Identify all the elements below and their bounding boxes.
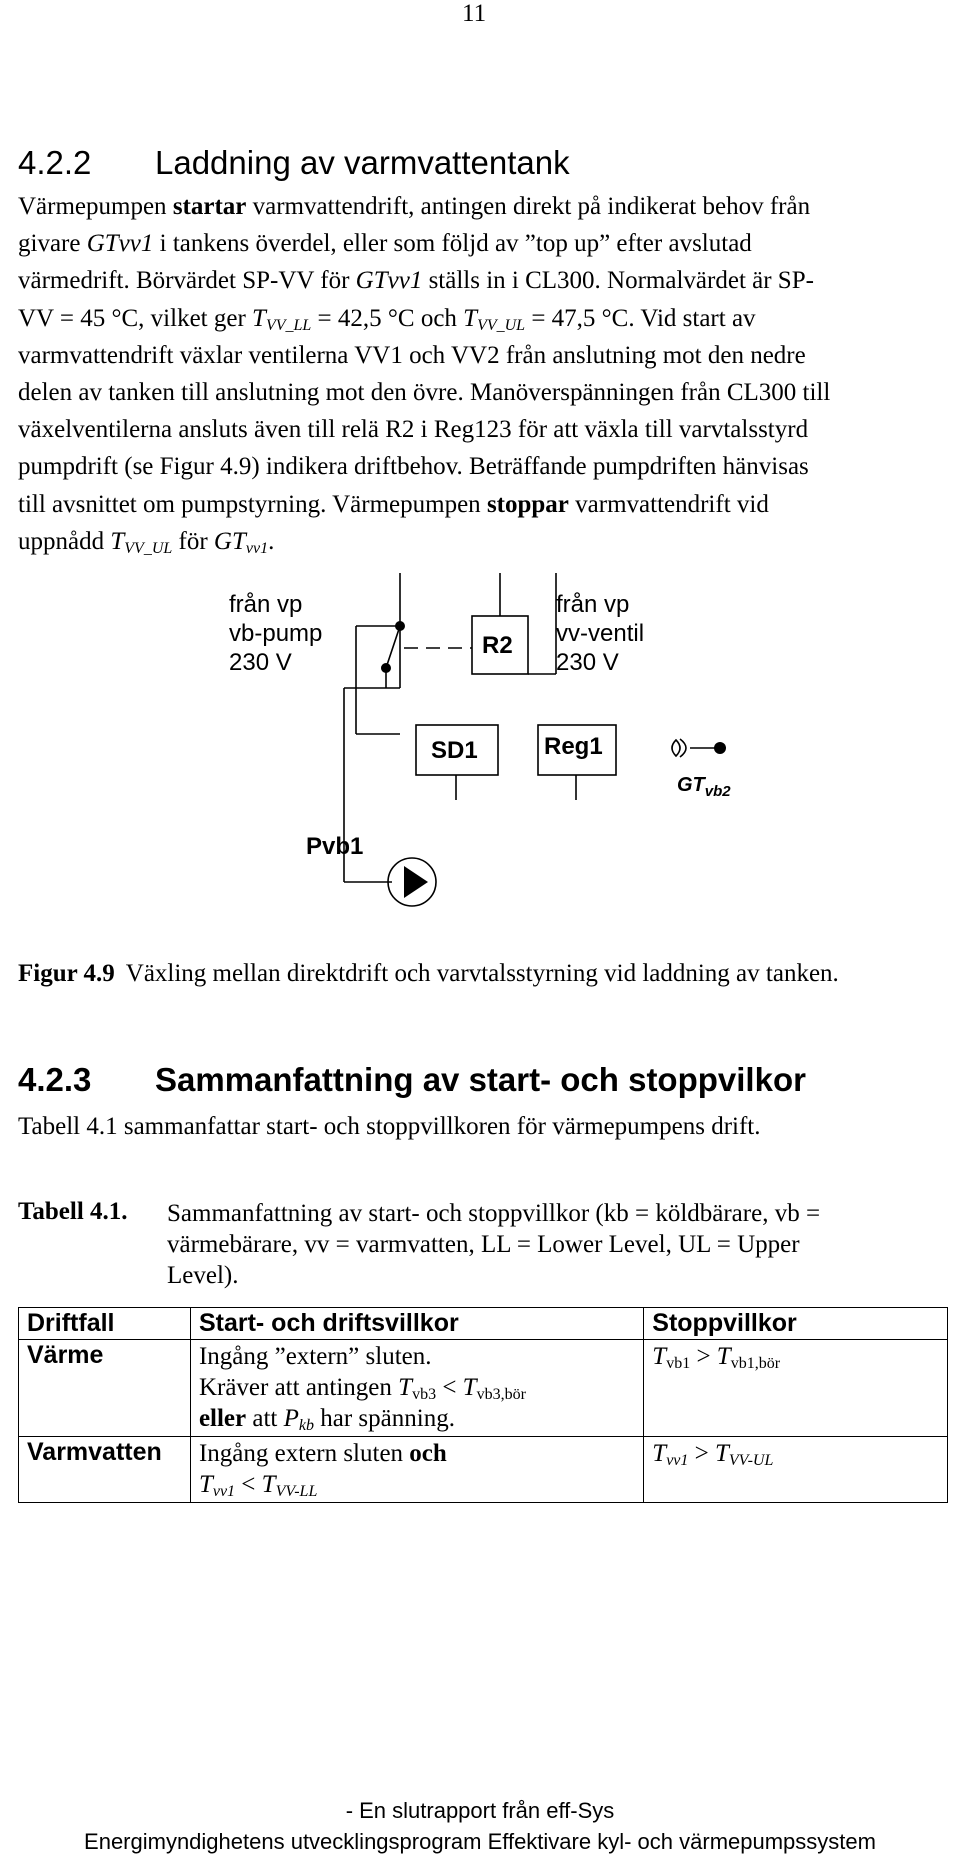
label-line: 230 V	[556, 649, 619, 676]
stop-condition-cell	[644, 1437, 948, 1503]
text: att	[246, 1405, 284, 1432]
switch-blade	[386, 626, 400, 668]
sensor-arc	[680, 739, 686, 757]
caption-label: Figur 4.9	[18, 960, 115, 987]
sensor-dot	[714, 742, 726, 754]
header-cell: Start- och driftsvillkor	[190, 1308, 643, 1340]
subscript: vv1	[212, 1483, 236, 1500]
subscript: kb	[298, 1417, 315, 1434]
caption-line: Sammanfattning av start- och stoppvillkor (kb = köldbärare, vb =	[167, 1200, 821, 1227]
caption-line: värmebärare, vv = varmvatten, LL = Lower Level, UL = Upper	[167, 1231, 800, 1258]
label-line: 230 V	[229, 649, 292, 676]
cell-line	[199, 1403, 637, 1434]
section-intro: Tabell 4.1 sammanfattar start- och stoppvillkoren för värmepumpens drift.	[18, 1113, 761, 1140]
reg1-label: Reg1	[544, 733, 603, 760]
table-row	[19, 1437, 948, 1503]
subscript: vb1,bör	[730, 1355, 781, 1372]
subscript: VV_UL	[477, 316, 526, 334]
conditions-table	[18, 1307, 948, 1503]
text: Värmepumpen	[18, 193, 173, 220]
section-number: 4.2.3	[18, 1061, 92, 1098]
symbol: P	[283, 1405, 299, 1432]
symbol: T	[110, 527, 125, 555]
row-label: Värme	[19, 1340, 191, 1437]
section-number: 4.2.2	[18, 144, 92, 181]
text: ställs in i CL300. Normalvärdet är SP-	[422, 267, 814, 295]
sd1-label: SD1	[431, 737, 478, 764]
header-cell: Driftfall	[19, 1308, 191, 1340]
bold-text: startar	[172, 193, 247, 220]
bold-text: stoppar	[486, 490, 569, 518]
text: >	[688, 1440, 715, 1467]
text: i tankens överdel, eller som följd av ”top up” efter avslutad	[153, 230, 752, 258]
section-heading	[18, 1061, 806, 1099]
table-row	[19, 1340, 948, 1437]
relay-label: R2	[482, 632, 513, 659]
paragraph-line: växelventilerna ansluts även till relä R2 i Reg123 för att växla till varvtalsstyrd	[18, 416, 809, 444]
cell-line	[199, 1469, 637, 1500]
cell-line	[199, 1372, 637, 1403]
text: <	[235, 1471, 262, 1498]
table-caption-text	[167, 1198, 947, 1291]
paragraph-line: varmvattendrift växlar ventilerna VV1 och VV2 från anslutning mot den nedre	[18, 341, 806, 369]
page-number: 11	[462, 0, 487, 27]
label-line: från vp	[556, 591, 630, 618]
text: varmvattendrift, antingen direkt på indikerat behov från	[246, 193, 811, 220]
bold-text: eller	[198, 1405, 247, 1432]
italic-text: GTvv1	[86, 230, 154, 258]
text: Ingång extern sluten	[198, 1440, 410, 1467]
paragraph-line: delen av tanken till anslutning mot den övre. Manöverspänningen från CL300 till	[18, 379, 831, 407]
sensor-text: GT	[677, 774, 705, 796]
text: givare	[18, 230, 87, 258]
text: varmvattendrift vid	[568, 490, 769, 518]
start-condition-cell	[190, 1437, 643, 1503]
subscript: vv1	[245, 539, 269, 557]
symbol: T	[652, 1440, 667, 1467]
cell-line: Ingång ”extern” sluten.	[198, 1343, 432, 1370]
text: = 47,5 °C. Vid start av	[525, 304, 756, 332]
text: för	[172, 527, 214, 555]
symbol: T	[462, 1374, 477, 1401]
symbol: T	[398, 1374, 413, 1401]
contact-dot	[395, 621, 405, 631]
text: VV = 45 °C, vilket ger	[18, 304, 253, 332]
table-caption-label: Tabell 4.1.	[18, 1198, 128, 1225]
text: har spänning.	[314, 1405, 455, 1432]
text: <	[436, 1374, 463, 1401]
sensor-icon	[672, 740, 680, 756]
text: värmedrift. Börvärdet SP-VV för	[18, 267, 356, 295]
footer-line: - En slutrapport från eff-Sys	[345, 1798, 615, 1823]
table-header-row	[19, 1308, 948, 1340]
symbol: GT	[213, 527, 246, 555]
sensor-label	[677, 774, 731, 800]
caption-text: Växling mellan direktdrift och varvtalsstyrning vid laddning av tanken.	[125, 960, 839, 987]
pump-label: Pvb1	[306, 833, 364, 860]
italic-text: GTvv1	[355, 267, 423, 295]
symbol: T	[261, 1471, 276, 1498]
stop-condition-cell	[644, 1340, 948, 1437]
subscript: vv1	[666, 1452, 689, 1469]
label-line: vv-ventil	[556, 620, 645, 647]
symbol: T	[652, 1343, 667, 1370]
symbol: T	[252, 304, 266, 332]
text: = 42,5 °C och	[311, 304, 464, 332]
subscript: VV-LL	[275, 1483, 318, 1500]
symbol: T	[716, 1343, 731, 1370]
cell-line	[199, 1438, 637, 1469]
pump-triangle	[404, 866, 428, 898]
start-condition-cell	[190, 1340, 643, 1437]
section-title: Sammanfattning av start- och stoppvilkor	[155, 1061, 806, 1098]
footer-line: Energimyndighetens utvecklingsprogram Effektivare kyl- och värmepumpssystem	[84, 1829, 876, 1854]
subscript: VV-UL	[728, 1452, 774, 1469]
symbol: T	[198, 1471, 213, 1498]
section-title: Laddning av varmvattentank	[155, 144, 570, 181]
text: till avsnittet om pumpstyrning. Värmepumpen	[18, 490, 487, 518]
header-cell: Stoppvillkor	[644, 1308, 948, 1340]
subscript: vb1	[666, 1355, 691, 1372]
symbol: T	[463, 304, 478, 332]
subscript: VV_LL	[265, 316, 312, 334]
row-label: Varmvatten	[19, 1437, 191, 1503]
text: Kräver att antingen	[198, 1374, 399, 1401]
subscript: vb3	[412, 1386, 437, 1403]
right-source-label	[556, 590, 644, 677]
bold-text: och	[409, 1440, 447, 1467]
paragraph-line: pumpdrift (se Figur 4.9) indikera driftbehov. Beträffande pumpdriften hänvisas	[18, 453, 809, 481]
subscript: vb3,bör	[476, 1386, 526, 1403]
subscript: VV_UL	[124, 539, 173, 557]
figure-caption	[18, 960, 839, 988]
text: >	[690, 1343, 717, 1370]
sensor-subscript: vb2	[704, 783, 731, 800]
text: uppnådd	[18, 527, 111, 555]
label-line: från vp	[229, 591, 303, 618]
contact-dot	[381, 663, 391, 673]
caption-line: Level).	[167, 1262, 239, 1289]
symbol: T	[715, 1440, 729, 1467]
label-line: vb-pump	[229, 620, 323, 647]
left-source-label	[229, 590, 322, 677]
text: .	[268, 527, 275, 555]
